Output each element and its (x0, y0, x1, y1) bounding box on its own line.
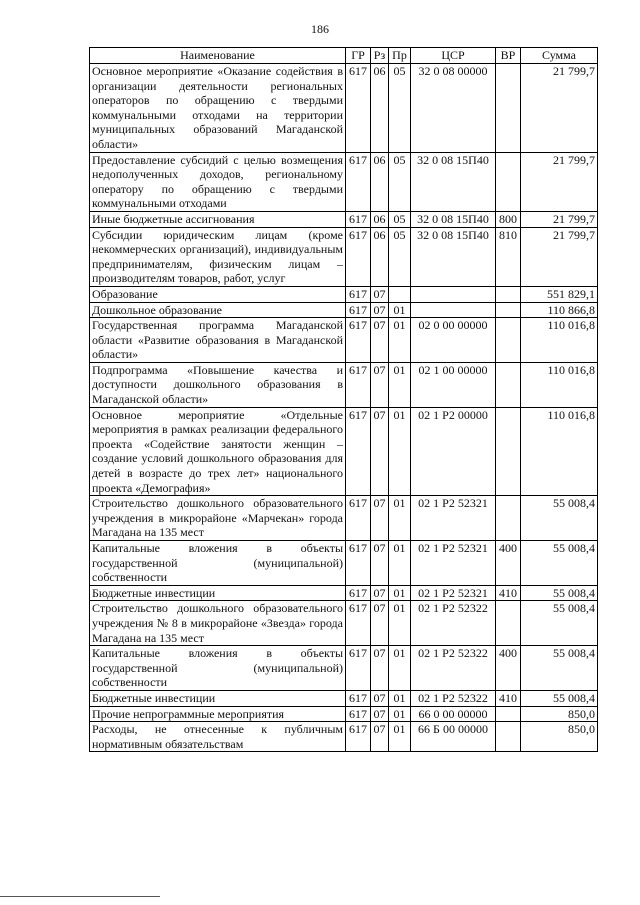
cell-rz: 07 (371, 601, 389, 646)
cell-csr: 02 1 P2 52321 (411, 585, 496, 601)
cell-pr: 01 (389, 601, 411, 646)
cell-pr: 01 (389, 407, 411, 496)
cell-csr: 02 1 P2 52322 (411, 601, 496, 646)
cell-gr: 617 (346, 302, 371, 318)
table-row (90, 541, 598, 586)
cell-gr: 617 (346, 362, 371, 407)
cell-gr: 617 (346, 585, 371, 601)
cell-gr: 617 (346, 407, 371, 496)
cell-sum: 110 016,8 (521, 407, 598, 496)
cell-rz: 07 (371, 318, 389, 363)
cell-rz: 07 (371, 690, 389, 706)
cell-sum: 21 799,7 (521, 211, 598, 227)
cell-pr: 01 (389, 690, 411, 706)
cell-rz: 06 (371, 227, 389, 286)
cell-gr: 617 (346, 318, 371, 363)
cell-vr (496, 601, 521, 646)
cell-csr: 32 0 08 00000 (411, 64, 496, 153)
cell-sum: 55 008,4 (521, 646, 598, 691)
cell-name: Подпрограмма «Повышение качества и доступности дошкольного образования в Магаданской области» (90, 362, 346, 407)
cell-rz: 07 (371, 646, 389, 691)
table-row (90, 706, 598, 722)
cell-pr: 01 (389, 362, 411, 407)
table-body (90, 64, 598, 752)
header-csr: ЦСР (411, 48, 496, 64)
cell-sum: 850,0 (521, 706, 598, 722)
cell-pr: 05 (389, 152, 411, 211)
cell-csr: 66 Б 00 00000 (411, 722, 496, 752)
cell-pr: 01 (389, 302, 411, 318)
cell-vr (496, 318, 521, 363)
cell-gr: 617 (346, 496, 371, 541)
page-number: 186 (311, 22, 329, 36)
table-row (90, 690, 598, 706)
cell-vr (496, 407, 521, 496)
cell-pr: 01 (389, 541, 411, 586)
cell-rz: 07 (371, 541, 389, 586)
table-row (90, 646, 598, 691)
cell-csr: 32 0 08 15П40 (411, 152, 496, 211)
cell-name: Расходы, не отнесенные к публичным нормативным обязательствам (90, 722, 346, 752)
cell-rz: 06 (371, 211, 389, 227)
header-rz: Рз (371, 48, 389, 64)
header-vr: ВР (496, 48, 521, 64)
cell-name: Субсидии юридическим лицам (кроме некоммерческих организаций), индивидуальным предпринимателям, физическим лицам – производителям товаров, работ, услуг (90, 227, 346, 286)
cell-pr: 01 (389, 585, 411, 601)
cell-sum: 21 799,7 (521, 227, 598, 286)
table-row (90, 152, 598, 211)
cell-name: Государственная программа Магаданской области «Развитие образования в Магаданской области» (90, 318, 346, 363)
cell-vr: 410 (496, 690, 521, 706)
cell-pr: 01 (389, 318, 411, 363)
cell-sum: 21 799,7 (521, 152, 598, 211)
cell-vr (496, 706, 521, 722)
cell-name: Предоставление субсидий с целью возмещения недополученных доходов, региональному оператору по обращению с твердыми коммунальными отходами (90, 152, 346, 211)
cell-csr (411, 286, 496, 302)
header-name: Наименование (90, 48, 346, 64)
cell-pr: 01 (389, 646, 411, 691)
table-row (90, 227, 598, 286)
budget-table (89, 47, 598, 752)
cell-rz: 07 (371, 286, 389, 302)
table-row (90, 318, 598, 363)
cell-vr: 400 (496, 541, 521, 586)
cell-rz: 07 (371, 706, 389, 722)
cell-csr: 02 1 P2 00000 (411, 407, 496, 496)
cell-gr: 617 (346, 706, 371, 722)
cell-name: Иные бюджетные ассигнования (90, 211, 346, 227)
cell-rz: 07 (371, 585, 389, 601)
cell-pr: 01 (389, 706, 411, 722)
table-row (90, 407, 598, 496)
cell-gr: 617 (346, 722, 371, 752)
cell-name: Капитальные вложения в объекты государственной (муниципальной) собственности (90, 646, 346, 691)
cell-csr: 02 1 P2 52322 (411, 690, 496, 706)
table-row (90, 302, 598, 318)
cell-csr: 32 0 08 15П40 (411, 227, 496, 286)
table-row (90, 211, 598, 227)
cell-rz: 07 (371, 722, 389, 752)
cell-name: Строительство дошкольного образовательного учреждения № 8 в микрорайоне «Звезда» города Магадана на 135 мест (90, 601, 346, 646)
cell-csr (411, 302, 496, 318)
cell-gr: 617 (346, 601, 371, 646)
header-gr: ГР (346, 48, 371, 64)
cell-sum: 110 016,8 (521, 318, 598, 363)
cell-csr: 32 0 08 15П40 (411, 211, 496, 227)
cell-name: Капитальные вложения в объекты государственной (муниципальной) собственности (90, 541, 346, 586)
cell-name: Основное мероприятие «Отдельные мероприятия в рамках реализации федерального проекта «Содействие занятости женщин – создание условий дошкольного образования для детей в возрасте до трех лет» национального проекта «Демография» (90, 407, 346, 496)
table-row (90, 496, 598, 541)
cell-pr: 05 (389, 211, 411, 227)
cell-csr: 66 0 00 00000 (411, 706, 496, 722)
cell-gr: 617 (346, 227, 371, 286)
cell-gr: 617 (346, 64, 371, 153)
cell-name: Прочие непрограммные мероприятия (90, 706, 346, 722)
cell-sum: 55 008,4 (521, 496, 598, 541)
header-pr: Пр (389, 48, 411, 64)
cell-rz: 07 (371, 302, 389, 318)
footer-rule (0, 896, 160, 897)
cell-sum: 55 008,4 (521, 585, 598, 601)
cell-gr: 617 (346, 152, 371, 211)
cell-vr (496, 152, 521, 211)
cell-sum: 551 829,1 (521, 286, 598, 302)
cell-pr: 01 (389, 496, 411, 541)
cell-sum: 21 799,7 (521, 64, 598, 153)
cell-rz: 07 (371, 407, 389, 496)
table-header (90, 48, 598, 64)
cell-vr (496, 302, 521, 318)
cell-vr: 810 (496, 227, 521, 286)
header-row (90, 48, 598, 64)
header-sum: Сумма (521, 48, 598, 64)
cell-gr: 617 (346, 646, 371, 691)
cell-csr: 02 1 P2 52322 (411, 646, 496, 691)
cell-sum: 55 008,4 (521, 690, 598, 706)
cell-csr: 02 1 P2 52321 (411, 541, 496, 586)
table-row (90, 286, 598, 302)
cell-name: Дошкольное образование (90, 302, 346, 318)
cell-csr: 02 0 00 00000 (411, 318, 496, 363)
cell-vr: 400 (496, 646, 521, 691)
cell-name: Строительство дошкольного образовательного учреждения в микрорайоне «Марчекан» города Магадана на 135 мест (90, 496, 346, 541)
cell-rz: 06 (371, 152, 389, 211)
cell-name: Образование (90, 286, 346, 302)
cell-gr: 617 (346, 541, 371, 586)
cell-vr (496, 496, 521, 541)
table-row (90, 362, 598, 407)
cell-vr (496, 362, 521, 407)
cell-pr: 05 (389, 227, 411, 286)
cell-rz: 06 (371, 64, 389, 153)
cell-vr: 800 (496, 211, 521, 227)
cell-sum: 55 008,4 (521, 601, 598, 646)
cell-gr: 617 (346, 690, 371, 706)
cell-sum: 110 016,8 (521, 362, 598, 407)
cell-vr (496, 64, 521, 153)
cell-pr (389, 286, 411, 302)
cell-rz: 07 (371, 496, 389, 541)
cell-pr: 01 (389, 722, 411, 752)
cell-pr: 05 (389, 64, 411, 153)
table-row (90, 601, 598, 646)
cell-vr (496, 722, 521, 752)
cell-name: Основное мероприятие «Оказание содействия в организации деятельности региональных операторов по обращению с твердыми коммунальными отходами на территории муниципальных образований Магаданской области» (90, 64, 346, 153)
cell-sum: 850,0 (521, 722, 598, 752)
table-row (90, 585, 598, 601)
cell-gr: 617 (346, 286, 371, 302)
cell-name: Бюджетные инвестиции (90, 585, 346, 601)
cell-name: Бюджетные инвестиции (90, 690, 346, 706)
table-row (90, 722, 598, 752)
cell-sum: 110 866,8 (521, 302, 598, 318)
table-row (90, 64, 598, 153)
cell-csr: 02 1 P2 52321 (411, 496, 496, 541)
cell-gr: 617 (346, 211, 371, 227)
cell-csr: 02 1 00 00000 (411, 362, 496, 407)
cell-sum: 55 008,4 (521, 541, 598, 586)
cell-vr: 410 (496, 585, 521, 601)
cell-vr (496, 286, 521, 302)
cell-rz: 07 (371, 362, 389, 407)
